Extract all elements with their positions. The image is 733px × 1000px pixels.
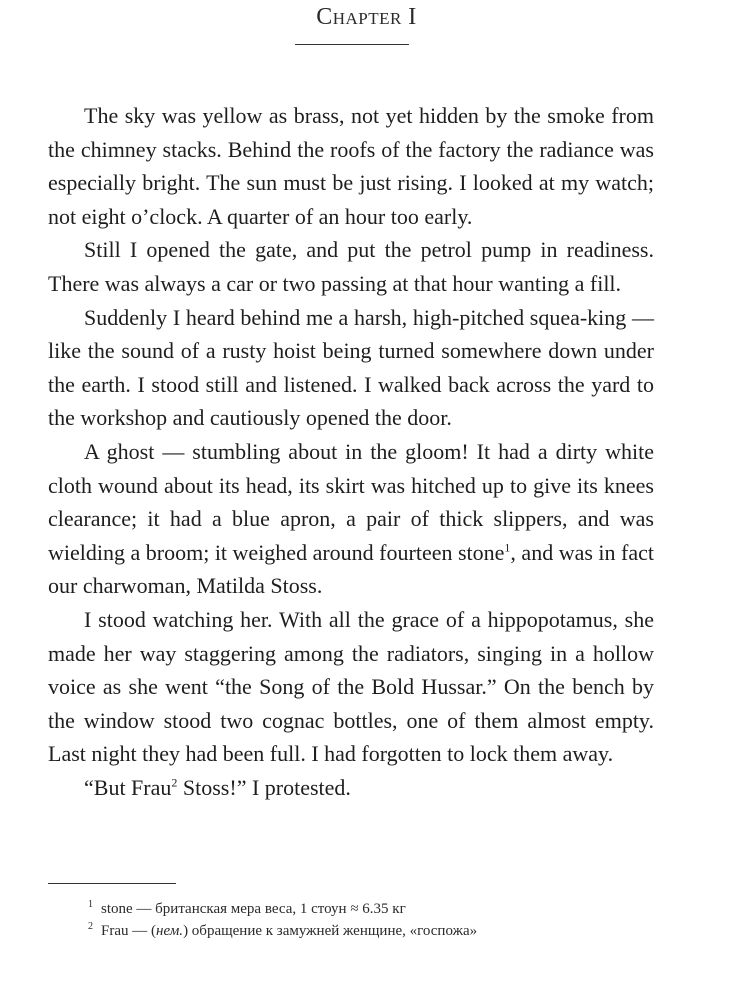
footnote-reference[interactable]: 2	[171, 775, 178, 790]
body-text	[48, 99, 654, 804]
footnote-reference[interactable]: 1	[504, 540, 511, 555]
paragraph-text: I stood watching her. With all the grace of a hippopotamus, she made her way staggering among the radiators, singing in a hollow voice as she went “the Song of the Bold Hussar.” On the bench by the window stood two cognac bottles, one of them almost empty. Last night they had been full. I had forgotten to lock them away.	[48, 606, 654, 767]
footnote-rule	[48, 883, 176, 884]
paragraph-text: “But Frau	[84, 774, 172, 800]
paragraph-text: The sky was yellow as brass, not yet hidden by the smoke from the chimney stacks. Behind the roofs of the factory the radiance was especially bright. The sun must be just rising. I looked at my watch; not eight o’clock. A quarter of an hour too early.	[48, 103, 654, 229]
footnote-number: 2	[88, 921, 93, 932]
footnotes	[88, 898, 648, 942]
footnote-text: Frau — (	[101, 923, 156, 939]
paragraph	[48, 603, 654, 771]
chapter-title: Chapter I	[316, 4, 417, 30]
footnote	[88, 898, 648, 920]
footnote-italic: нем.	[156, 923, 184, 939]
paragraph-text: Stoss!” I protested.	[177, 774, 351, 800]
paragraph-text: A ghost — stumbling about in the gloom! It had a dirty white cloth wound about its head, its skirt was hitched up to give its knees clearance; it had a blue apron, a pair of thick slippers, and was wielding a broom; it weighed around fourteen stone	[48, 438, 654, 565]
footnote	[88, 920, 648, 942]
paragraph-text: Suddenly I heard behind me a harsh, high-pitched squea-king — like the sound of a rusty hoist being turned somewhere down under the earth. I stood still and listened. I walked back across the yard to the workshop and cautiously opened the door.	[48, 304, 654, 431]
title-rule	[295, 44, 409, 45]
paragraph	[48, 771, 654, 805]
footnote-text: stone — британская мера веса, 1 стоун ≈ 6.35 кг	[101, 901, 406, 917]
paragraph	[48, 435, 654, 603]
paragraph	[48, 233, 654, 300]
paragraph	[48, 99, 654, 233]
paragraph	[48, 301, 654, 435]
footnote-number: 1	[88, 899, 93, 910]
footnote-text: ) обращение к замужней женщине, «госпожа»	[183, 923, 478, 939]
paragraph-text: Still I opened the gate, and put the petrol pump in readiness. There was always a car or two passing at that hour wanting a fill.	[48, 237, 654, 296]
paragraph-text: , and was in fact our charwoman, Matilda Stoss.	[48, 539, 654, 599]
